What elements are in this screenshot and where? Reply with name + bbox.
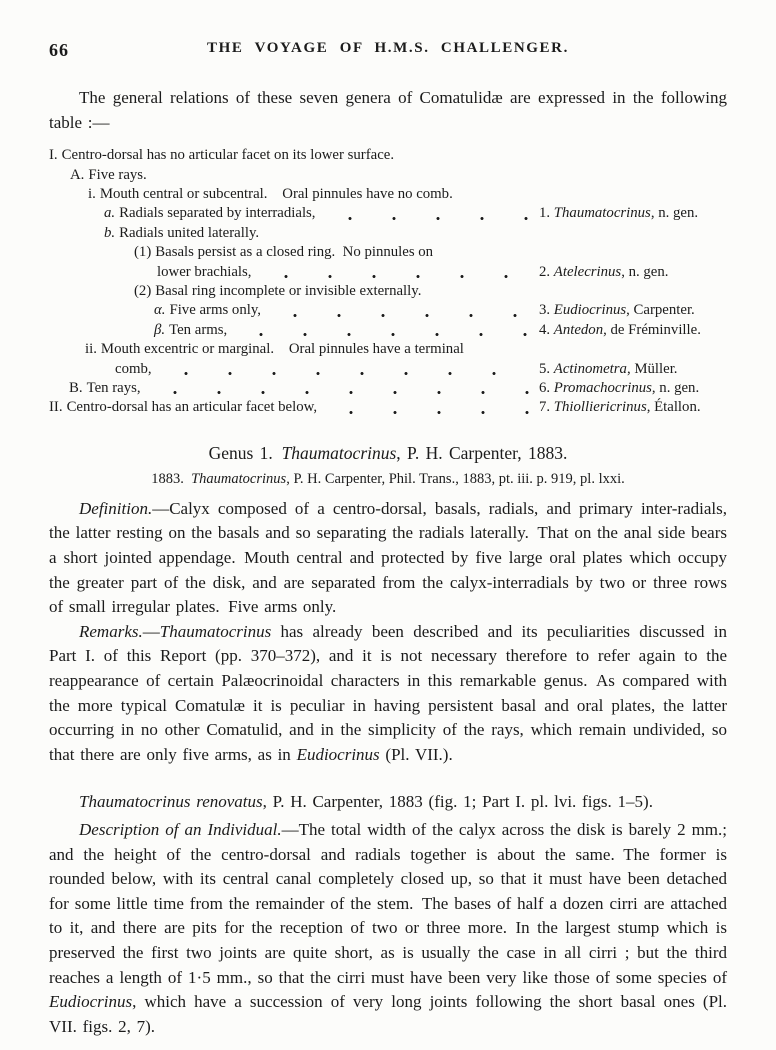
leader-dots [153, 390, 533, 395]
key-row [49, 360, 727, 379]
italic-text: Thaumatocrinus renovatus [79, 792, 263, 812]
leader-dots [329, 410, 533, 415]
key-label [104, 204, 316, 223]
key-result-number: 7. [539, 399, 554, 416]
key-result-genus: Promachocrinus [553, 380, 652, 397]
key-text: comb, [115, 360, 152, 377]
key-text: Basals persist as a closed ring. No pinnules on [155, 244, 434, 261]
key-result-author: , n. gen. [650, 205, 699, 222]
leader-dots [164, 371, 533, 376]
key-result [539, 379, 727, 398]
key-row [49, 321, 727, 340]
intro-paragraph [49, 86, 727, 135]
citation-line [49, 471, 727, 488]
key-result-genus: Actinometra [553, 360, 627, 377]
leader-dots [328, 216, 533, 221]
key-marker: a. [104, 205, 116, 222]
key-marker: α. [154, 302, 166, 319]
key-result-number: 5. [539, 360, 554, 377]
key-row [49, 224, 727, 243]
key-result-number: 2. [539, 263, 554, 280]
key-row [49, 146, 727, 165]
key-result-number: 6. [539, 380, 554, 397]
leader-dots [239, 332, 533, 337]
key-marker: (1) [134, 244, 152, 261]
key-result-genus: Atelecrinus [553, 263, 622, 280]
text-run: Genus 1. [208, 442, 282, 463]
text-run: —Calyx composed of a centro-dorsal, basals, radials, and primary inter-radials, the latter resting on the basals and so separating the radials laterally. That on the anal side bears a short jointed appendage. Mouth central and protected by five large oral plates which occupy the greater part of the disk, and are separated from the calyx-interradials by two or three rows of small irregular plates. Five arms only. [49, 498, 727, 617]
key-text: Mouth central or subcentral. Oral pinnules have no comb. [99, 186, 453, 202]
key-label [134, 243, 433, 262]
key-result-genus: Thiolliericrinus [553, 399, 647, 416]
italic-text: Thaumatocrinus [191, 470, 287, 487]
key-label [154, 321, 227, 340]
key-label [88, 185, 453, 204]
key-text: Centro-dorsal has an articular facet below, [66, 399, 318, 416]
running-title: THE VOYAGE OF H.M.S. CHALLENGER. [207, 40, 569, 56]
remarks-paragraph [49, 620, 727, 768]
key-result-author: , Müller. [626, 360, 678, 377]
key-result [539, 398, 727, 417]
species-heading [49, 790, 727, 815]
text-run: , which have a succession of very long joints following the short basal ones (Pl. VII. figs. 2, 7). [49, 992, 727, 1036]
key-label [85, 340, 464, 359]
key-row [49, 398, 727, 417]
key-row [49, 204, 727, 223]
key-row [49, 282, 727, 301]
text-run: 1883. [151, 470, 192, 487]
key-row [49, 263, 727, 282]
text-run: , P. H. Carpenter, 1883. [396, 442, 568, 463]
key-text: Radials separated by interradials, [119, 205, 316, 222]
text-run: has already been described and its peculiarities discussed in Part I. of this Report (pp. 370–372), and it is not necessary therefore to refer again to the reappearance of certain Palæocrinoidal characters in this remarkable genus. As compared with the more typical Comatulæ it is peculiar in having persistent basal and oral plates, the latter occurring in no other Comatulid, and in the simplicity of the rays, which remain undivided, so that there are only five arms, as in [49, 621, 727, 764]
key-result [539, 263, 727, 282]
key-result-author: , n. gen. [651, 380, 700, 397]
key-text: Ten arms, [169, 321, 228, 338]
key-row [49, 301, 727, 320]
key-result-genus: Antedon [553, 321, 604, 338]
key-text: Five arms only, [169, 302, 261, 319]
key-result [539, 301, 727, 320]
key-label [49, 398, 317, 417]
key-label [154, 301, 261, 320]
key-label [104, 224, 259, 243]
key-result-number: 3. [539, 302, 554, 319]
key-marker: (2) [134, 283, 152, 300]
italic-text: Thaumatocrinus [159, 621, 272, 641]
key-result [539, 360, 727, 379]
taxonomy-key [49, 146, 727, 418]
key-row [49, 166, 727, 185]
key-text: Ten rays, [86, 380, 141, 397]
leader-dots [273, 313, 533, 318]
page-number: 66 [49, 40, 69, 60]
description-paragraph [49, 818, 727, 1039]
text-run: , P. H. Carpenter, 1883 (fig. 1; Part I. pl. lvi. figs. 1–5). [262, 792, 653, 812]
key-label [70, 166, 147, 185]
key-text: Basal ring incomplete or invisible externally. [155, 283, 422, 300]
key-text: lower brachials, [157, 263, 252, 280]
page-header [49, 40, 727, 62]
key-result [539, 321, 727, 340]
key-result-number: 1. [539, 205, 554, 222]
key-result-author: , Étallon. [646, 399, 701, 416]
key-result-number: 4. [539, 321, 554, 338]
key-marker: i. [88, 186, 96, 202]
key-marker: A. [70, 166, 85, 183]
key-label [134, 282, 421, 301]
key-label [115, 360, 152, 379]
key-marker: I. [49, 147, 58, 164]
key-text: Radials united laterally. [119, 224, 260, 241]
key-marker: B. [69, 380, 83, 397]
key-text: Mouth excentric or marginal. Oral pinnules have a terminal [100, 341, 464, 358]
definition-paragraph [49, 497, 727, 620]
key-result-author: , Carpenter. [626, 302, 695, 319]
key-result-author: , n. gen. [621, 263, 669, 280]
italic-text: Eudiocrinus [49, 992, 133, 1012]
key-label [69, 379, 141, 398]
leader-dots [264, 274, 534, 279]
text-run: —The total width of the calyx across the disk is barely 2 mm.; and the height of the centro-dorsal and radials together is about the same. The former is rounded below, with its central canal completely closed up, so that it must have been detached for some little time from the remainder of the stem. The bases of half a dozen cirri are attached to it, and there are pits for the reception of two or three more. In the largest stump which is preserved the first two joints are quite short, as is usually the case in all cirri ; but the third reaches a length of 1·5 mm., so that the cirri must have been very like those of some species of [49, 820, 727, 987]
text-run: — [142, 621, 160, 641]
key-text: Five rays. [88, 166, 147, 183]
key-row [49, 379, 727, 398]
key-marker: β. [154, 321, 166, 338]
key-row [49, 340, 727, 359]
key-result-author: , de Fréminville. [603, 321, 701, 338]
italic-text: Eudiocrinus [296, 744, 380, 764]
key-label [157, 263, 252, 282]
key-row [49, 243, 727, 262]
key-text: Centro-dorsal has no articular facet on its lower surface. [61, 147, 395, 164]
key-result [539, 204, 727, 223]
key-result-genus: Thaumatocrinus [553, 205, 651, 222]
key-row [49, 185, 727, 204]
italic-text: Definition. [79, 498, 153, 518]
key-result-genus: Eudiocrinus [553, 302, 627, 319]
text-run: The general relations of these seven genera of Comatulidæ are expressed in the following table :— [49, 88, 727, 132]
italic-text: Remarks. [79, 621, 143, 641]
text-run: , P. H. Carpenter, Phil. Trans., 1883, pt. iii. p. 919, pl. lxxi. [286, 470, 625, 487]
key-marker: ii. [85, 341, 97, 358]
text-run: (Pl. VII.). [379, 744, 453, 764]
genus-heading [49, 443, 727, 464]
key-marker: II. [49, 399, 63, 416]
italic-text: Thaumatocrinus [281, 442, 397, 463]
key-marker: b. [104, 224, 116, 241]
key-label [49, 146, 394, 165]
italic-text: Description of an Individual. [79, 820, 282, 839]
